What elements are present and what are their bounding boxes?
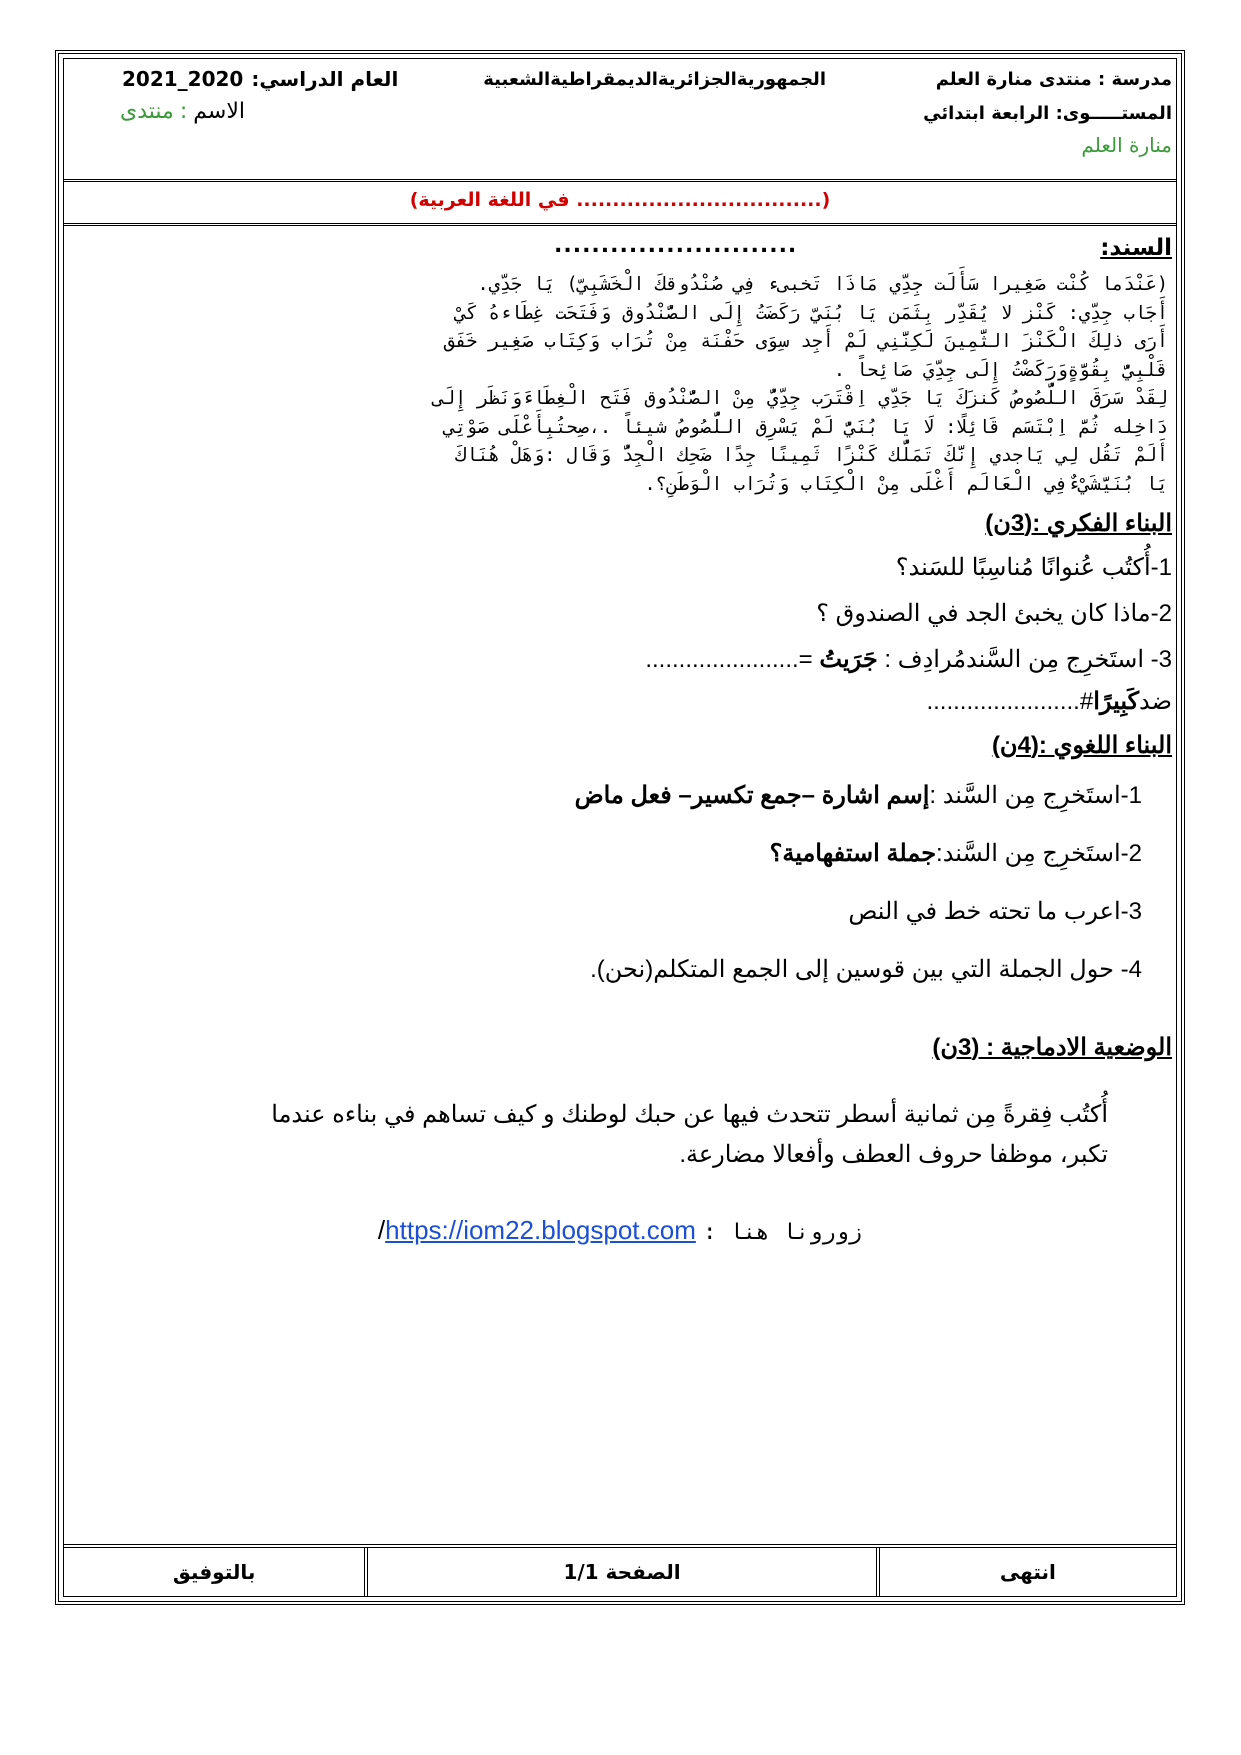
fikri-question-1: 1-أُكتُب عُنوانًا مُناسِبًا للسَند؟ — [895, 554, 1172, 581]
q3-word: جَرَيتُ — [819, 646, 878, 673]
student-name — [120, 99, 245, 124]
exam-title — [64, 189, 1176, 211]
passage-line: يَا بُنَيَّشَيْءٌفِي الْعَالَم أَغْلَى مِنْ الْكِتَاب وَتُرَاب الْوَطَنِ؟. — [644, 473, 1168, 495]
title-dots: .................................. — [576, 189, 822, 211]
wadiya-heading: الوضعية الادماجية : (3ن) — [932, 1034, 1172, 1061]
passage-line: أَرَى ذلِكَ الْكَنْزَ الثَّمِينَ لَكِنَّنِي لَمْ أَجِد سِوَى حَفْنَة مِنْ تُرَاب وَكِتَاب صَغِير خَفَق — [444, 331, 1168, 352]
fikri-question-3b — [926, 687, 1172, 716]
footer-page: الصفحة 1/1 — [364, 1548, 876, 1596]
passage-line: أَلَمْ تَقُل لِي يَاجدي إِنَّكَ تَمَلُّك كَنْزًا ثَمِينًا جِدًا ضَحِك الْجِدُّ وَقَال :وَهَلْ هُنَاكَ — [455, 445, 1168, 466]
lughawi-question-4: 4- حول الجملة التي بين قوسين إلى الجمع المتكلم(نحن). — [590, 956, 1142, 983]
passage-line: لِقَدْ سَرَقَ اللُّصُوصُ كَنزَكَ يَا جَدِّي اِقْتَرَب جِدِّيُّ مِنْ الصُّنْدُوق فَتَح الْغِطَاءَوَنَظَر إِلَى — [432, 388, 1168, 409]
republic-name: الجمهوريةالجزائريةالديمقراطيةالشعبية — [483, 69, 826, 90]
visit-label: زورونا هنا : — [703, 1220, 863, 1245]
passage-line: قَلْبِيُّ بِقُوَّةٍوَرَكَضْتُ إِلَى جِدِّيَ صَائِحاً . — [833, 359, 1168, 381]
level-label: المستـــــوى: الرابعة ابتدائي — [923, 103, 1172, 124]
watermark-text: منارة العلم — [1081, 133, 1172, 157]
visit-slash: / — [377, 1215, 386, 1245]
wadiya-text — [104, 1095, 1108, 1175]
exam-frame-inner — [63, 58, 1177, 1597]
sanad-passage — [78, 271, 1168, 499]
exam-frame — [55, 50, 1185, 1605]
blog-link[interactable]: https://iom22.blogspot.com — [385, 1215, 696, 1245]
q3-prefix: 3- استَخرِج مِن السَّندمُرادِف : — [884, 646, 1172, 673]
lq2-prefix: 2-استَخرِج مِن السَّند: — [936, 840, 1142, 867]
q3b-word: كَبِيرًا — [1093, 688, 1140, 715]
lughawi-question-3: 3-اعرب ما تحته خط في النص — [848, 898, 1142, 925]
wadiya-line-2: تكبر، موظفا حروف العطف وأفعالا مضارعة. — [679, 1141, 1108, 1168]
passage-line: أَجَاب جِدِّي: كَنْز لا يُقَدِّر بِثَمَن يَا بُنَيّ رَكَضَتُ إِلَى الصُّنْدُوق وَفَتَحَت غِطَاءهُ كَيْ — [455, 302, 1168, 324]
school-year — [122, 67, 398, 91]
passage-line: دَاخِله ثُمَّ اِبْتَسَم قَائِلًا: لَا يَا بُنَيُّ لَمْ يَسْرِق اللُّصُوصُ شيئاً .،صِحتُبِأَعْلَى صَوْتِي — [444, 416, 1168, 438]
title-subject: في اللغة العربية — [418, 189, 570, 211]
name-value: منتدى — [120, 99, 174, 124]
fikri-question-3 — [645, 645, 1172, 674]
lughawi-question-2 — [770, 839, 1142, 868]
name-label: الاسم — [193, 99, 245, 124]
exam-body — [64, 227, 1176, 1505]
sanad-label: السند: — [1100, 235, 1172, 261]
lq1-bold: إسم اشارة –جمع تكسير– فعل ماض — [574, 782, 930, 809]
lughawi-heading: البناء اللغوي :(4ن) — [991, 732, 1172, 759]
wadiya-line-1: أُكتُب فِقرةً مِن ثمانية أسطر تتحدث فيها عن حبك لوطنك و كيف تساهم في بناءه عندما — [271, 1101, 1108, 1128]
lq2-bold: جملة استفهامية؟ — [769, 840, 937, 867]
q3-suffix: =....................... — [645, 646, 813, 673]
footer-end: انتهى — [876, 1548, 1176, 1596]
year-value: 2021_2020 — [122, 67, 244, 91]
footer — [64, 1544, 1176, 1596]
exam-title-row — [64, 183, 1176, 226]
q3b-suffix: #....................... — [926, 688, 1094, 715]
title-open-paren: ( — [821, 189, 831, 211]
sanad-title-blank: .......................... — [554, 233, 798, 258]
school-label: مدرسة : منتدى منارة العلم — [935, 69, 1172, 90]
title-close-paren: ) — [409, 189, 419, 211]
name-separator: : — [179, 99, 188, 124]
fikri-question-2: 2-ماذا كان يخبئ الجد في الصندوق ؟ — [816, 600, 1172, 627]
lughawi-question-1 — [575, 781, 1142, 810]
footer-luck: بالتوفيق — [172, 1560, 256, 1584]
lq1-prefix: 1-استَخرِج مِن السَّند : — [929, 782, 1142, 809]
year-label: العام الدراسي: — [251, 67, 399, 91]
passage-line: (عَنْدَما كُنْت صَغِيرا سَأَلَت جِدِّي مَاذَا تَخبىء فِي صُنْدُوقكَ الْخَشَبِيّ) يَا جَدِّي. — [477, 274, 1168, 295]
header — [64, 59, 1176, 182]
fikri-heading: البناء الفكري :(3ن) — [985, 510, 1172, 537]
q3b-prefix: ضد — [1139, 688, 1172, 715]
visit-line — [64, 1215, 1176, 1246]
